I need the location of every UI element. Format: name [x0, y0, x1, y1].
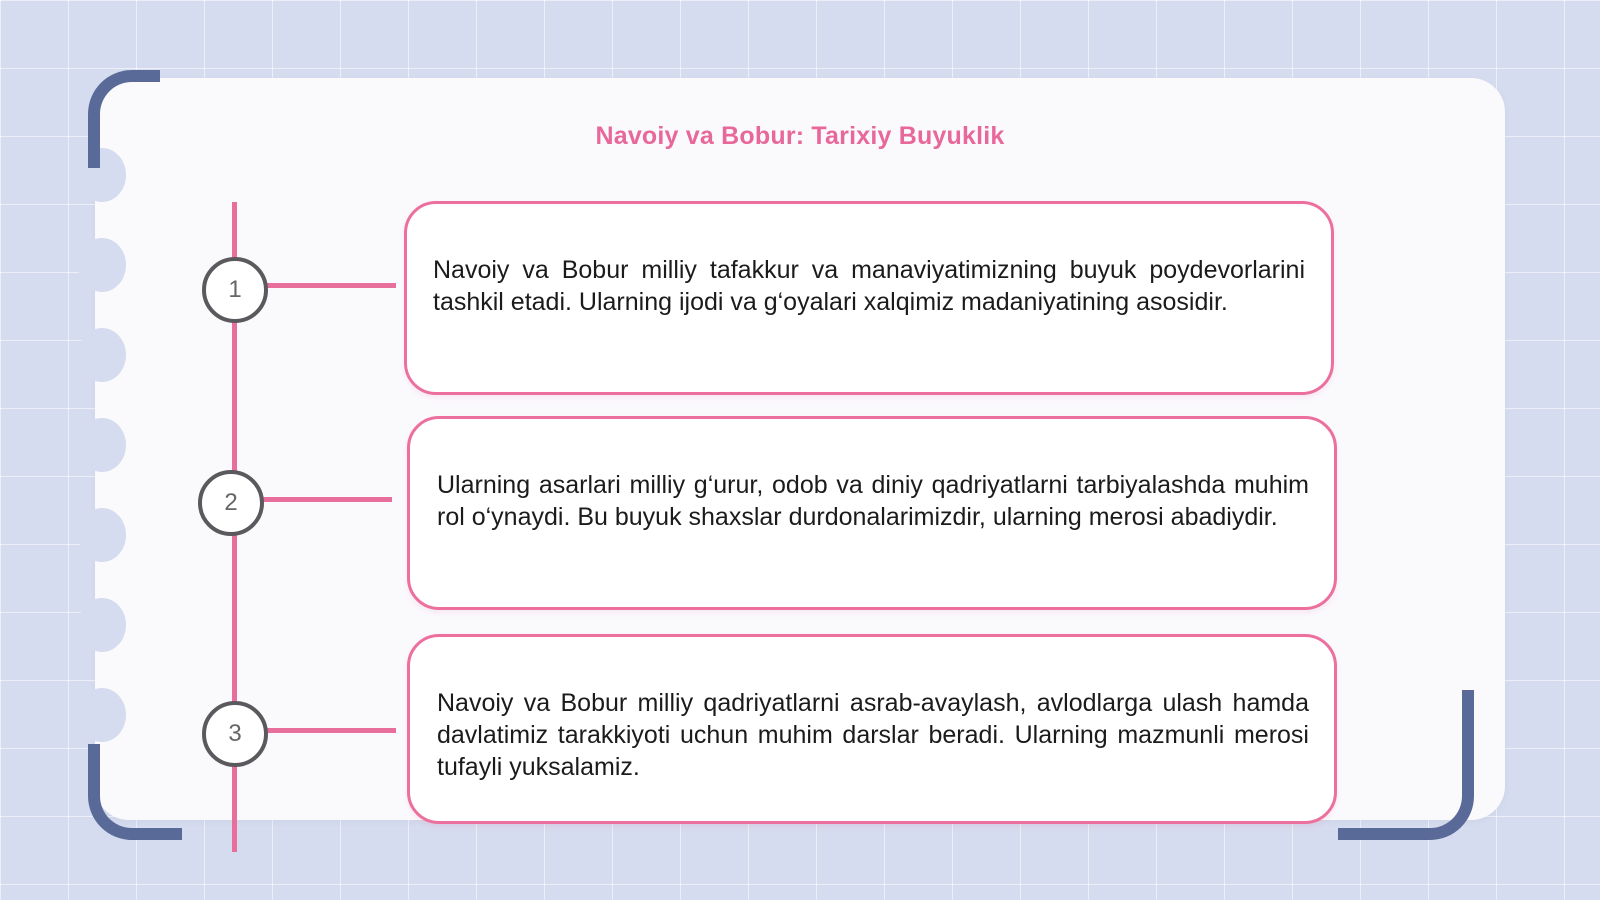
- notebook-hole: [78, 328, 126, 382]
- corner-bracket-bottom-right: [1338, 690, 1474, 840]
- notebook-hole: [78, 418, 126, 472]
- timeline-connector-1: [262, 283, 396, 288]
- timeline-card-text: Navoiy va Bobur milliy tafakkur va manaviyatimizning buyuk poydevorlarini tashkil etadi. Ularning ijodi va g‘oyalari xalqimiz madaniyatining asosidir.: [433, 256, 1305, 316]
- notebook-hole: [78, 598, 126, 652]
- step-number-3: 3: [202, 701, 268, 767]
- notebook-hole: [78, 238, 126, 292]
- slide-title: Navoiy va Bobur: Tarixiy Buyuklik: [595, 122, 1005, 150]
- timeline-connector-2: [258, 497, 392, 502]
- corner-bracket-top-left: [88, 70, 160, 168]
- timeline-card-text: Ularning asarlari milliy g‘urur, odob va diniy qadriyatlarni tarbiyalashda muhim rol o‘ynaydi. Bu buyuk shaxslar durdonalarimizdir, ularning merosi abadiydir.: [437, 471, 1309, 531]
- timeline-connector-3: [262, 728, 396, 733]
- timeline-card-2: [407, 416, 1337, 610]
- timeline-card-text: Navoiy va Bobur milliy qadriyatlarni asrab-avaylash, avlodlarga ulash hamda davlatimiz tarakkiyoti uchun muhim darslar beradi. Ularning mazmunli merosi tufayli yuksalamiz.: [437, 689, 1309, 781]
- step-number-1: 1: [202, 257, 268, 323]
- timeline-card-3: [407, 634, 1337, 824]
- notebook-hole: [78, 688, 126, 742]
- timeline-card-1: [404, 201, 1334, 395]
- step-number-2: 2: [198, 470, 264, 536]
- corner-bracket-bottom-left: [88, 744, 182, 840]
- notebook-hole: [78, 508, 126, 562]
